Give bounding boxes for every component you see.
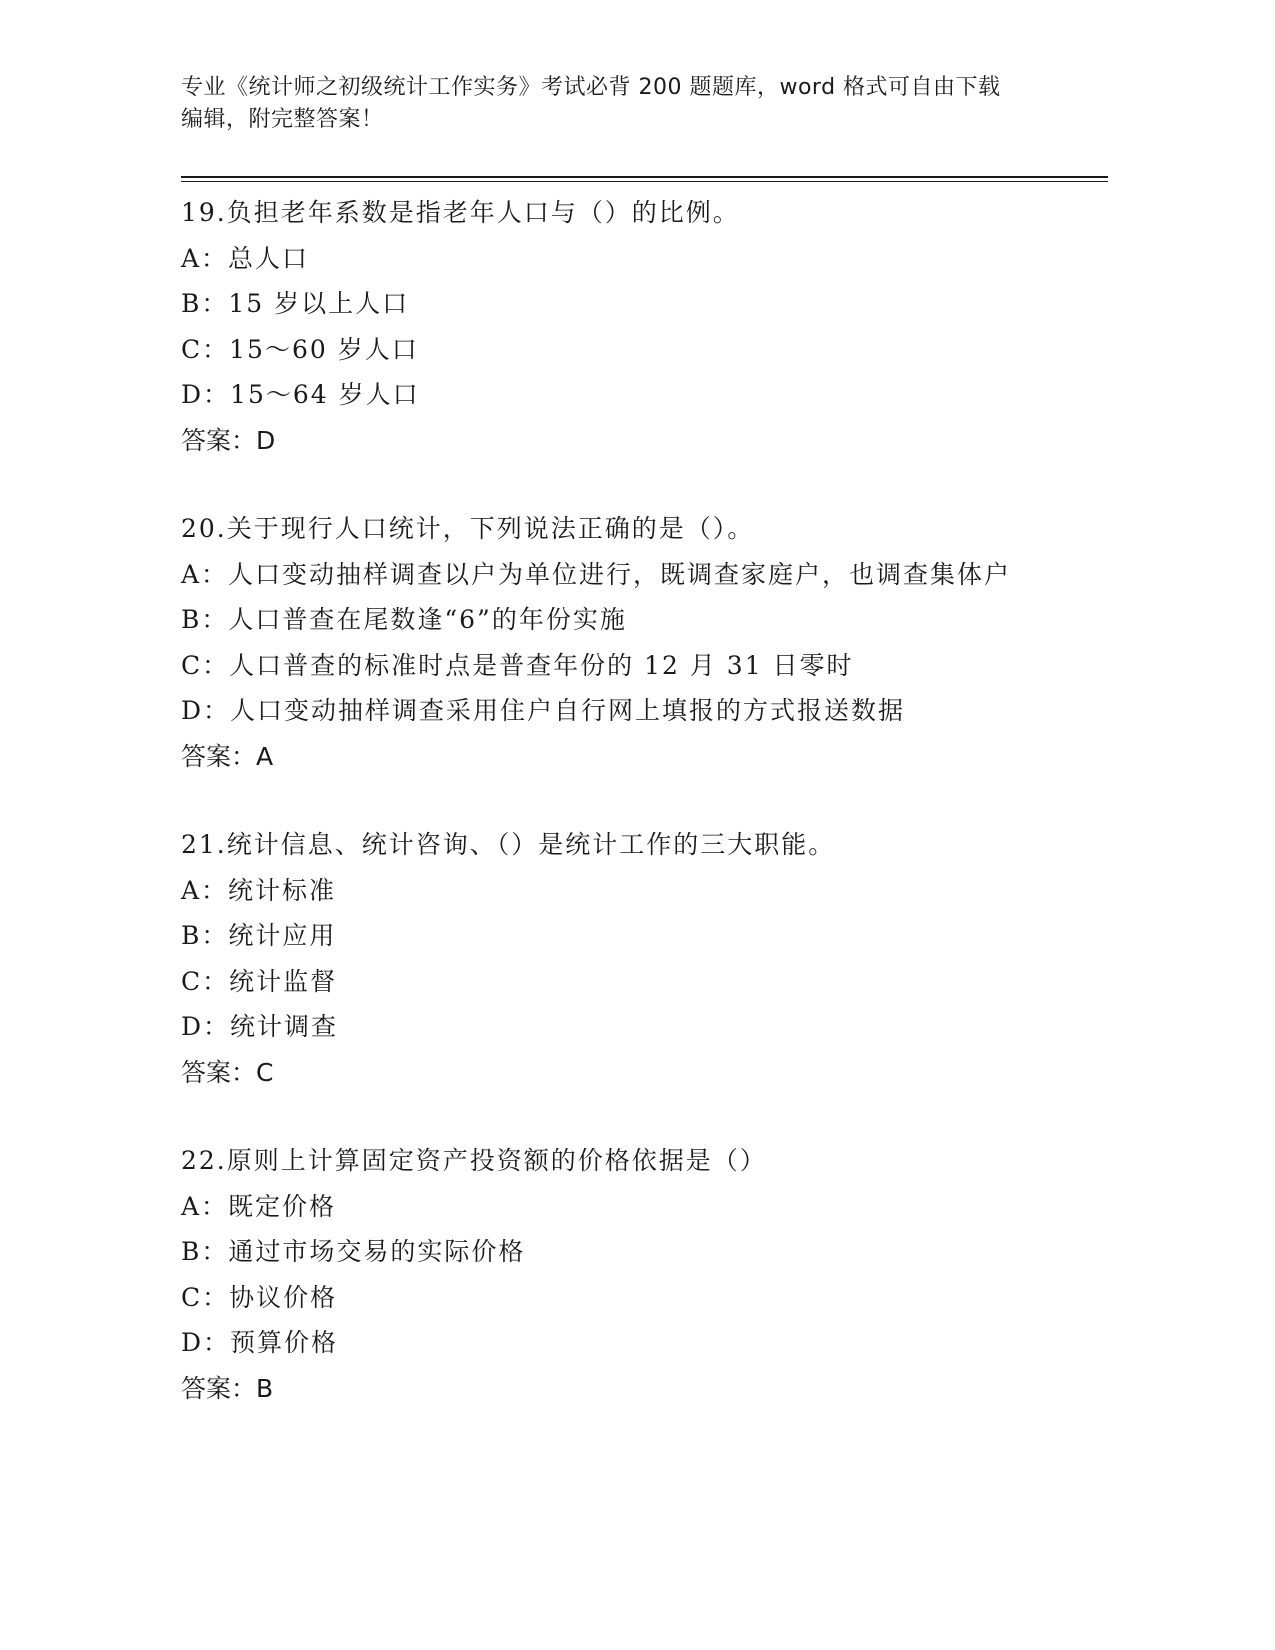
- option-b: B：人口普查在尾数逢“6”的年份实施: [181, 605, 627, 634]
- option-d: D：人口变动抽样调查采用住户自行网上填报的方式报送数据: [181, 696, 906, 725]
- question-stem: 20.关于现行人口统计，下列说法正确的是（）。: [181, 514, 755, 543]
- option-d: D：统计调查: [181, 1012, 339, 1041]
- header-line-2: 编辑，附完整答案！: [181, 107, 384, 132]
- header-divider: [181, 176, 1108, 178]
- option-c: C：人口普查的标准时点是普查年份的 12 月 31 日零时: [181, 650, 854, 680]
- question-stem: 19.负担老年系数是指老年人口与（）的比例。: [181, 198, 740, 227]
- answer: 答案：D: [181, 425, 276, 455]
- option-a: A：人口变动抽样调查以户为单位进行，既调查家庭户，也调查集体户: [181, 559, 1012, 589]
- answer: 答案：B: [181, 1373, 274, 1403]
- document-header: [181, 72, 1061, 136]
- question-list: [181, 190, 1111, 1454]
- option-a: A：总人口: [181, 243, 310, 273]
- answer: 答案：C: [181, 1057, 274, 1087]
- question-stem: 21.统计信息、统计咨询、（）是统计工作的三大职能。: [181, 830, 836, 859]
- option-b: B：15 岁以上人口: [181, 289, 410, 318]
- option-b: B：统计应用: [181, 921, 337, 950]
- option-c: C：统计监督: [181, 966, 338, 996]
- question-19: [181, 190, 1111, 463]
- question-22: [181, 1138, 1111, 1411]
- option-c: C：15～60 岁人口: [181, 334, 419, 364]
- option-b: B：通过市场交易的实际价格: [181, 1237, 526, 1266]
- option-d: D：预算价格: [181, 1328, 339, 1357]
- header-line-1: 专业《统计师之初级统计工作实务》考试必背 200 题题库，word 格式可自由下载: [181, 75, 1001, 100]
- option-c: C：协议价格: [181, 1282, 338, 1312]
- answer: 答案：A: [181, 741, 274, 771]
- question-20: [181, 506, 1111, 779]
- option-d: D：15～64 岁人口: [181, 380, 420, 409]
- option-a: A：统计标准: [181, 875, 337, 905]
- question-21: [181, 822, 1111, 1095]
- option-a: A：既定价格: [181, 1191, 337, 1221]
- question-stem: 22.原则上计算固定资产投资额的价格依据是（）: [181, 1146, 767, 1175]
